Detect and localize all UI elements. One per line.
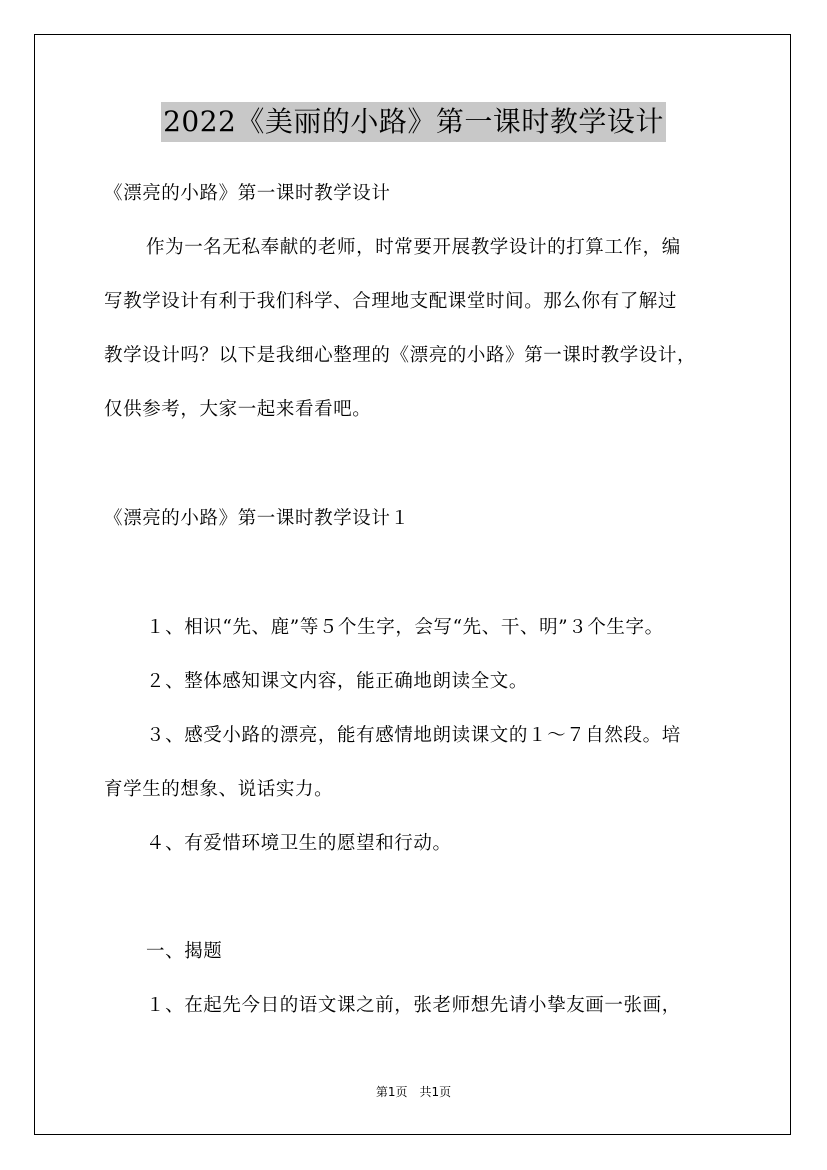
section-heading: 《漂亮的小路》第一课时教学设计１	[104, 508, 410, 529]
intro-line: 作为一名无私奉献的老师，时常要开展教学设计的打算工作，编	[146, 237, 681, 258]
goal-line: ３、感受小路的漂亮，能有感情地朗读课文的１～７自然段。培	[146, 725, 681, 746]
part-heading: 一、揭题	[146, 941, 223, 962]
goal-line: 育学生的想象、说话实力。	[104, 779, 334, 800]
title-container	[0, 102, 827, 142]
intro-line: 写教学设计有利于我们科学、合理地支配课堂时间。那么你有了解过	[104, 291, 678, 312]
part-line: １、在起先今日的语文课之前，张老师想先请小挚友画一张画，	[146, 995, 681, 1016]
intro-line: 仅供参考，大家一起来看看吧。	[104, 399, 372, 420]
page-footer: 第1页 共1页	[375, 1085, 452, 1099]
goal-line: ４、有爱惜环境卫生的愿望和行动。	[146, 833, 452, 854]
document-subtitle: 《漂亮的小路》第一课时教学设计	[104, 183, 391, 204]
goal-line: ２、整体感知课文内容，能正确地朗读全文。	[146, 671, 529, 692]
intro-line: 教学设计吗？以下是我细心整理的《漂亮的小路》第一课时教学设计，	[104, 345, 697, 366]
document-title: 2022《美丽的小路》第一课时教学设计	[161, 102, 666, 142]
goal-line: １、相识“先、鹿”等５个生字，会写“先、干、明”３个生字。	[146, 617, 664, 638]
